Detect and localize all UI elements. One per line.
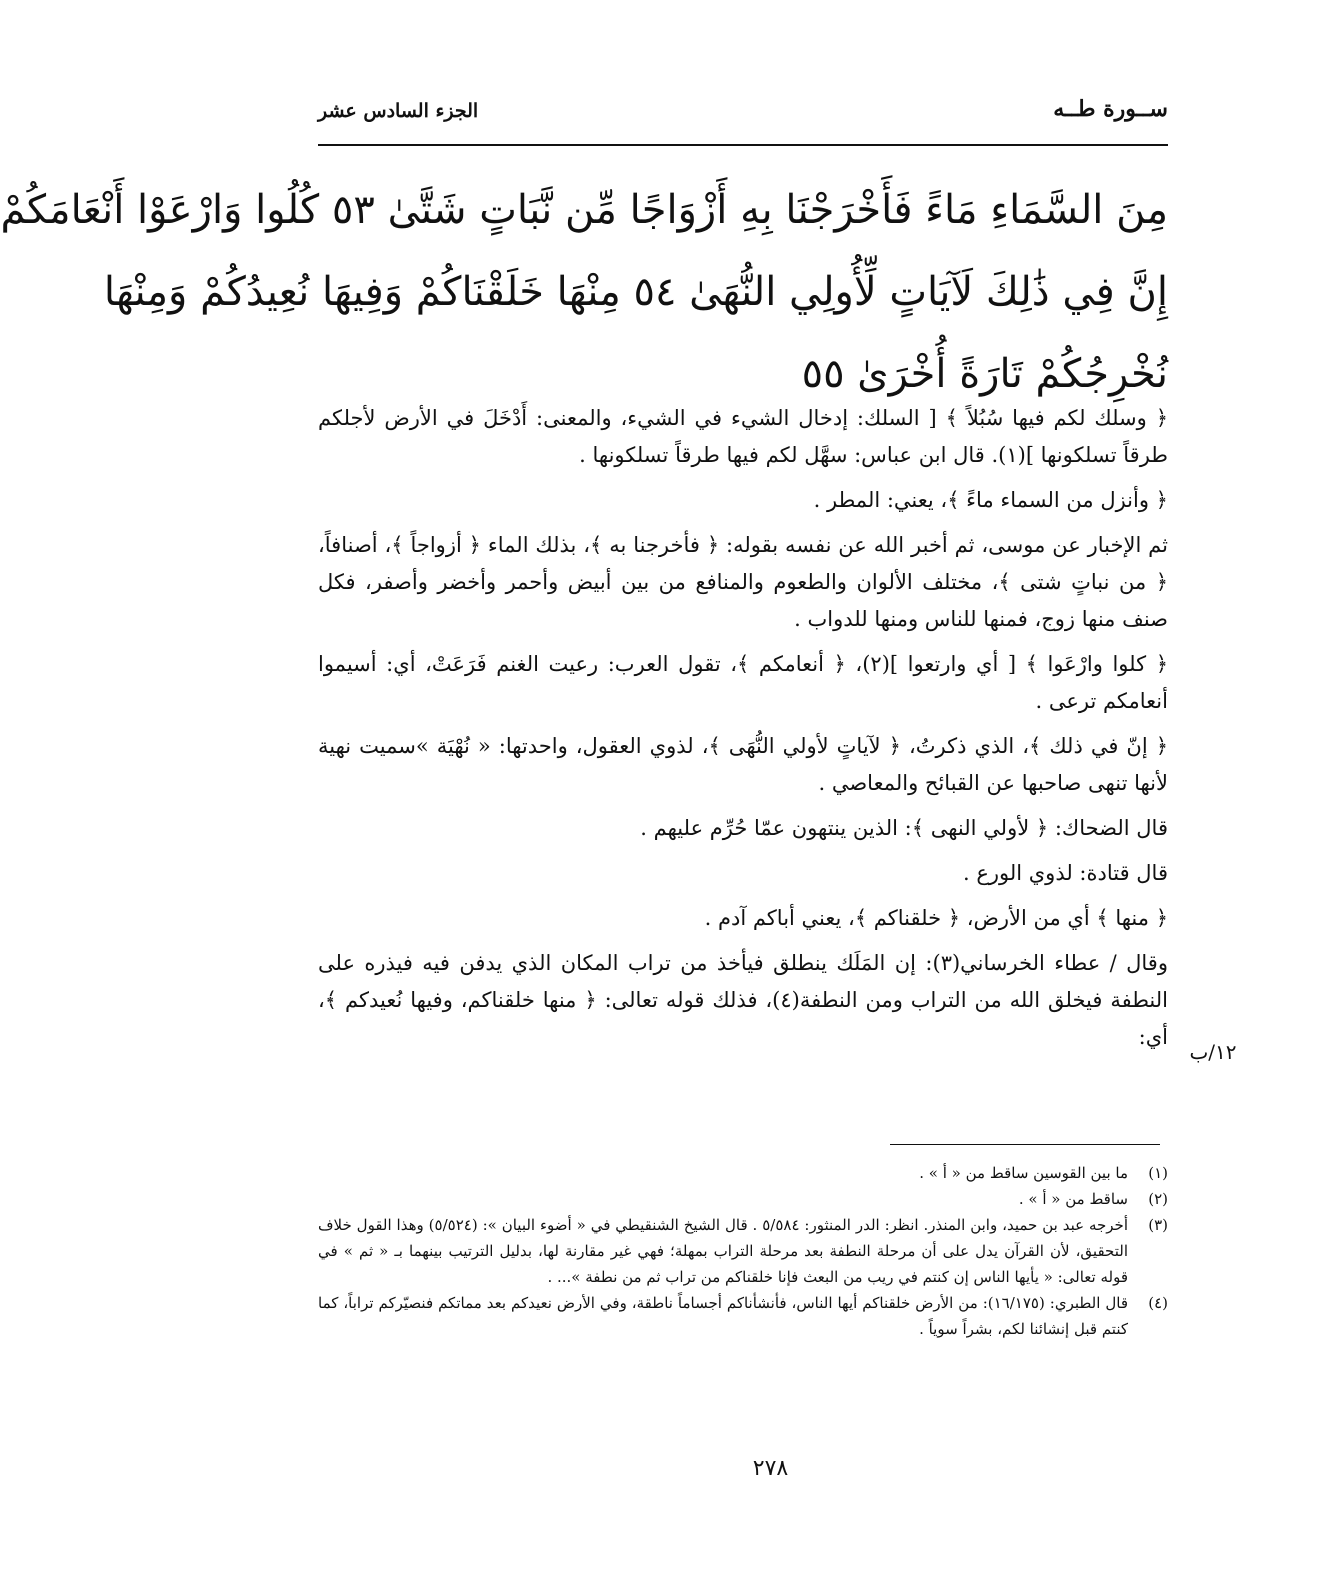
quran-line: نُخْرِجُكُمْ تَارَةً أُخْرَىٰ ٥٥ <box>801 351 1168 397</box>
footnote-rule <box>890 1144 1160 1145</box>
footnote <box>318 1212 1168 1290</box>
page-number: ٢٧٨ <box>752 1456 789 1481</box>
quran-line: مِنَ السَّمَاءِ مَاءً فَأَخْرَجْنَا بِهِ أَزْوَاجًا مِّن نَّبَاتٍ شَتَّىٰ ٥٣ كُلُوا وَارْعَوْا أَنْعَامَكُمْ <box>0 187 1168 233</box>
footnote-text: ساقط من « أ » . <box>1018 1190 1128 1208</box>
page-header <box>318 96 1168 136</box>
commentary-paragraph: ﴿ كلوا وارْعَوا ﴾ [ أي وارتعوا ](٢)، ﴿ أنعامكم ﴾، تقول العرب: رعيت الغنم فَرَعَتْ، أي: أسيموا أنعامكم ترعى . <box>318 652 1168 713</box>
footnote-number: (٤) <box>1148 1294 1168 1312</box>
quran-line: إِنَّ فِي ذَٰلِكَ لَآيَاتٍ لِّأُولِي النُّهَىٰ ٥٤ مِنْهَا خَلَقْنَاكُمْ وَفِيهَا نُعِيدُكُمْ وَمِنْهَا <box>103 269 1168 315</box>
quran-text-block <box>0 170 1168 416</box>
footnote-number: (١) <box>1148 1164 1168 1182</box>
part-title: الجزء السادس عشر <box>318 100 479 122</box>
commentary-paragraph: ﴿ منها ﴾ أي من الأرض، ﴿ خلقناكم ﴾، يعني أباكم آدم . <box>704 906 1168 930</box>
footnote-number: (٢) <box>1148 1190 1168 1208</box>
footnote <box>318 1186 1168 1212</box>
manuscript-folio-note: ١٢/ب <box>1189 1040 1237 1064</box>
footnote-text: ما بين القوسين ساقط من « أ » . <box>919 1164 1128 1182</box>
commentary-paragraph: وقال / عطاء الخرساني(٣): إن المَلَك ينطلق فيأخذ من تراب المكان الذي يدفن فيه فيذره على النطفة فيخلق الله من التراب ومن النطفة(٤)، فذلك قوله تعالى: ﴿ منها خلقناكم، وفيها نُعيدكم ﴾، أي: <box>318 951 1169 1049</box>
footnote-text: قال الطبري: (١٦/١٧٥): من الأرض خلقناكم أيها الناس، فأنشأناكم أجساماً ناطقة، وفي الأرض نعيدكم بعد مماتكم فنصيّركم تراباً، كما كنتم قبل إنشائنا لكم، بشراً سوياً . <box>318 1294 1129 1338</box>
commentary-body <box>318 400 1168 1064</box>
commentary-paragraph: ثم الإخبار عن موسى، ثم أخبر الله عن نفسه بقوله: ﴿ فأخرجنا به ﴾، بذلك الماء ﴿ أزواجاً ﴾، أصنافاً، ﴿ من نباتٍ شتى ﴾، مختلف الألوان والطعوم والمنافع من بين أبيض وأحمر وأخضر وأصفر، فكل صنف منها زوج، فمنها للناس ومنها للدواب . <box>318 533 1168 631</box>
footnote <box>318 1290 1168 1342</box>
commentary-paragraph: ﴿ وسلك لكم فيها سُبُلاً ﴾ [ السلك: إدخال الشيء في الشيء، والمعنى: أَدْخَلَ في الأرض لأجلكم طرقاً تسلكونها ](١). قال ابن عباس: سهَّل لكم فيها طرقاً تسلكونها . <box>318 406 1168 467</box>
commentary-paragraph: ﴿ وأنزل من السماء ماءً ﴾، يعني: المطر . <box>813 488 1168 512</box>
footnote-text: أخرجه عبد بن حميد، وابن المنذر. انظر: الدر المنثور: ٥/٥٨٤ . قال الشيخ الشنقيطي في « أضوء البيان »: (٥/٥٢٤) وهذا القول خلاف التحقيق، لأن القرآن يدل على أن مرحلة النطفة بعد مرحلة التراب بمهلة؛ فهي غير مقارنة لها، بدليل الترتيب بينهما بـ « ثم » في قوله تعالى: « يأيها الناس إن كنتم في ريب من البعث فإنا خلقناكم من تراب ثم من نطفة »... . <box>318 1216 1128 1286</box>
commentary-paragraph: قال قتادة: لذوي الورع . <box>962 861 1168 885</box>
commentary-paragraph: قال الضحاك: ﴿ لأولي النهى ﴾: الذين ينتهون عمّا حُرِّم عليهم . <box>640 816 1168 840</box>
surah-title: ســورة طــه <box>1053 96 1168 122</box>
footnote <box>318 1160 1168 1186</box>
header-rule <box>318 144 1168 146</box>
footnote-number: (٣) <box>1148 1216 1168 1234</box>
commentary-paragraph: ﴿ إنّ في ذلك ﴾، الذي ذكرتُ، ﴿ لآياتٍ لأولي النُّهَى ﴾، لذوي العقول، واحدتها: « نُهْيَة »سميت نهية لأنها تنهى صاحبها عن القبائح والمعاصي . <box>318 734 1168 795</box>
footnotes <box>318 1160 1168 1342</box>
